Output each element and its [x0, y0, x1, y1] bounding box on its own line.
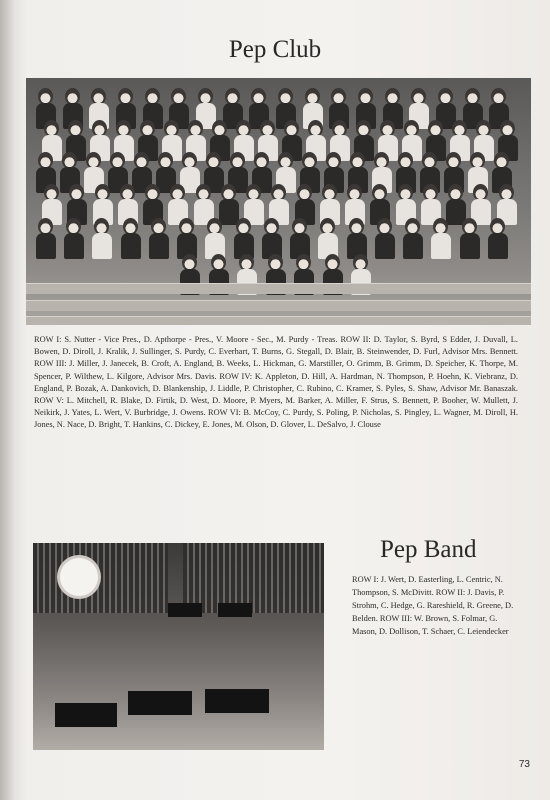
person-body: [460, 233, 480, 259]
bleacher-step: [26, 316, 531, 325]
music-stand: [168, 603, 202, 617]
pep-club-group-photo: [26, 78, 531, 325]
person-body: [375, 233, 395, 259]
person-body: [64, 233, 84, 259]
bleacher-step: [26, 300, 531, 311]
music-stand: [205, 689, 269, 713]
music-stand: [128, 691, 192, 715]
person-body: [431, 233, 451, 259]
pep-club-title: Pep Club: [228, 36, 322, 63]
person-body: [36, 233, 56, 259]
pep-band-title: Pep Band: [380, 536, 477, 563]
page-spine-shadow: [0, 0, 14, 800]
stage-curtain-right: [183, 543, 324, 613]
page-number: 73: [518, 759, 530, 770]
person-body: [121, 233, 141, 259]
person-body: [219, 199, 239, 225]
music-stand: [218, 603, 252, 617]
bass-drum: [57, 555, 101, 599]
music-stand: [55, 703, 117, 727]
bleacher-step: [26, 283, 531, 294]
person-body: [403, 233, 423, 259]
person-body: [488, 233, 508, 259]
pep-band-caption: ROW I: J. Wert, D. Easterling, L. Centric, N. Thompson, S. McDivitt. ROW II: J. Davis, P. Strohm, C. Hedge, G. Rareshield, R. Greene, D. Belden. ROW III: W. Brown, S. Folmar, G. Mason, D. Dollison, T. Schaer, C. Leiendecker: [352, 575, 514, 636]
person-body: [92, 233, 112, 259]
pep-band-group-photo: [33, 543, 324, 750]
person-body: [149, 233, 169, 259]
pep-club-caption: ROW I: S. Nutter - Vice Pres., D. Apthorpe - Pres., V. Moore - Sec., M. Purdy - Treas. ROW II: D. Taylor, S. Byrd, S Edder, J. Duvall, L. Bowen, D. Diroll, J. Kralik, J. Sullinger, S. Purdy, C. Everhart, T. Burns, G. Stegall, D. Blair, B. Steinwender, D. Furl, Advisor Mrs. Bennett. ROW III: J. Miller, J. Janecek, B. Croft, A. England, B. Weeks, L. Hickman, G. Marstiller, O. Grimm, B. Grimm, D. Speicher, K. Thorpe, M. Spencer, P. Wilthew, L. Kilgore, Advisor Mrs. Davis. ROW IV: K. Appleton, D. Hill, A. Hardman, N. Thompson, P. Hoehn, K. Viebranz, D. England, P. Bozak, A. Dankovich, D. Blankenship, J. Liddle, P. Christopher, C. Rubino, C. Kramer, S. Pyles, S. Shaw, Advisor Mr. Banaszak. ROW V: L. Mitchell, R. Blake, D. Firtik, D. West, D. Moore, P. Myers, M. Barker, A. Miller, F. Strus, S. Bennett, P. Booher, W. Mullett, J. Neikirk, J. Yates, L. Wert, V. Burbridge, J. Owens. ROW VI: B. McCoy, C. Purdy, S. Poling, P. Nicholas, S. Pingley, L. Wagner, M. Diroll, H. Jones, N. Nace, D. Bright, T. Hankins, C. Dickey, E. Jones, M. Olson, D. Glover, L. DeSalvo, J. Clouse: [34, 335, 518, 430]
